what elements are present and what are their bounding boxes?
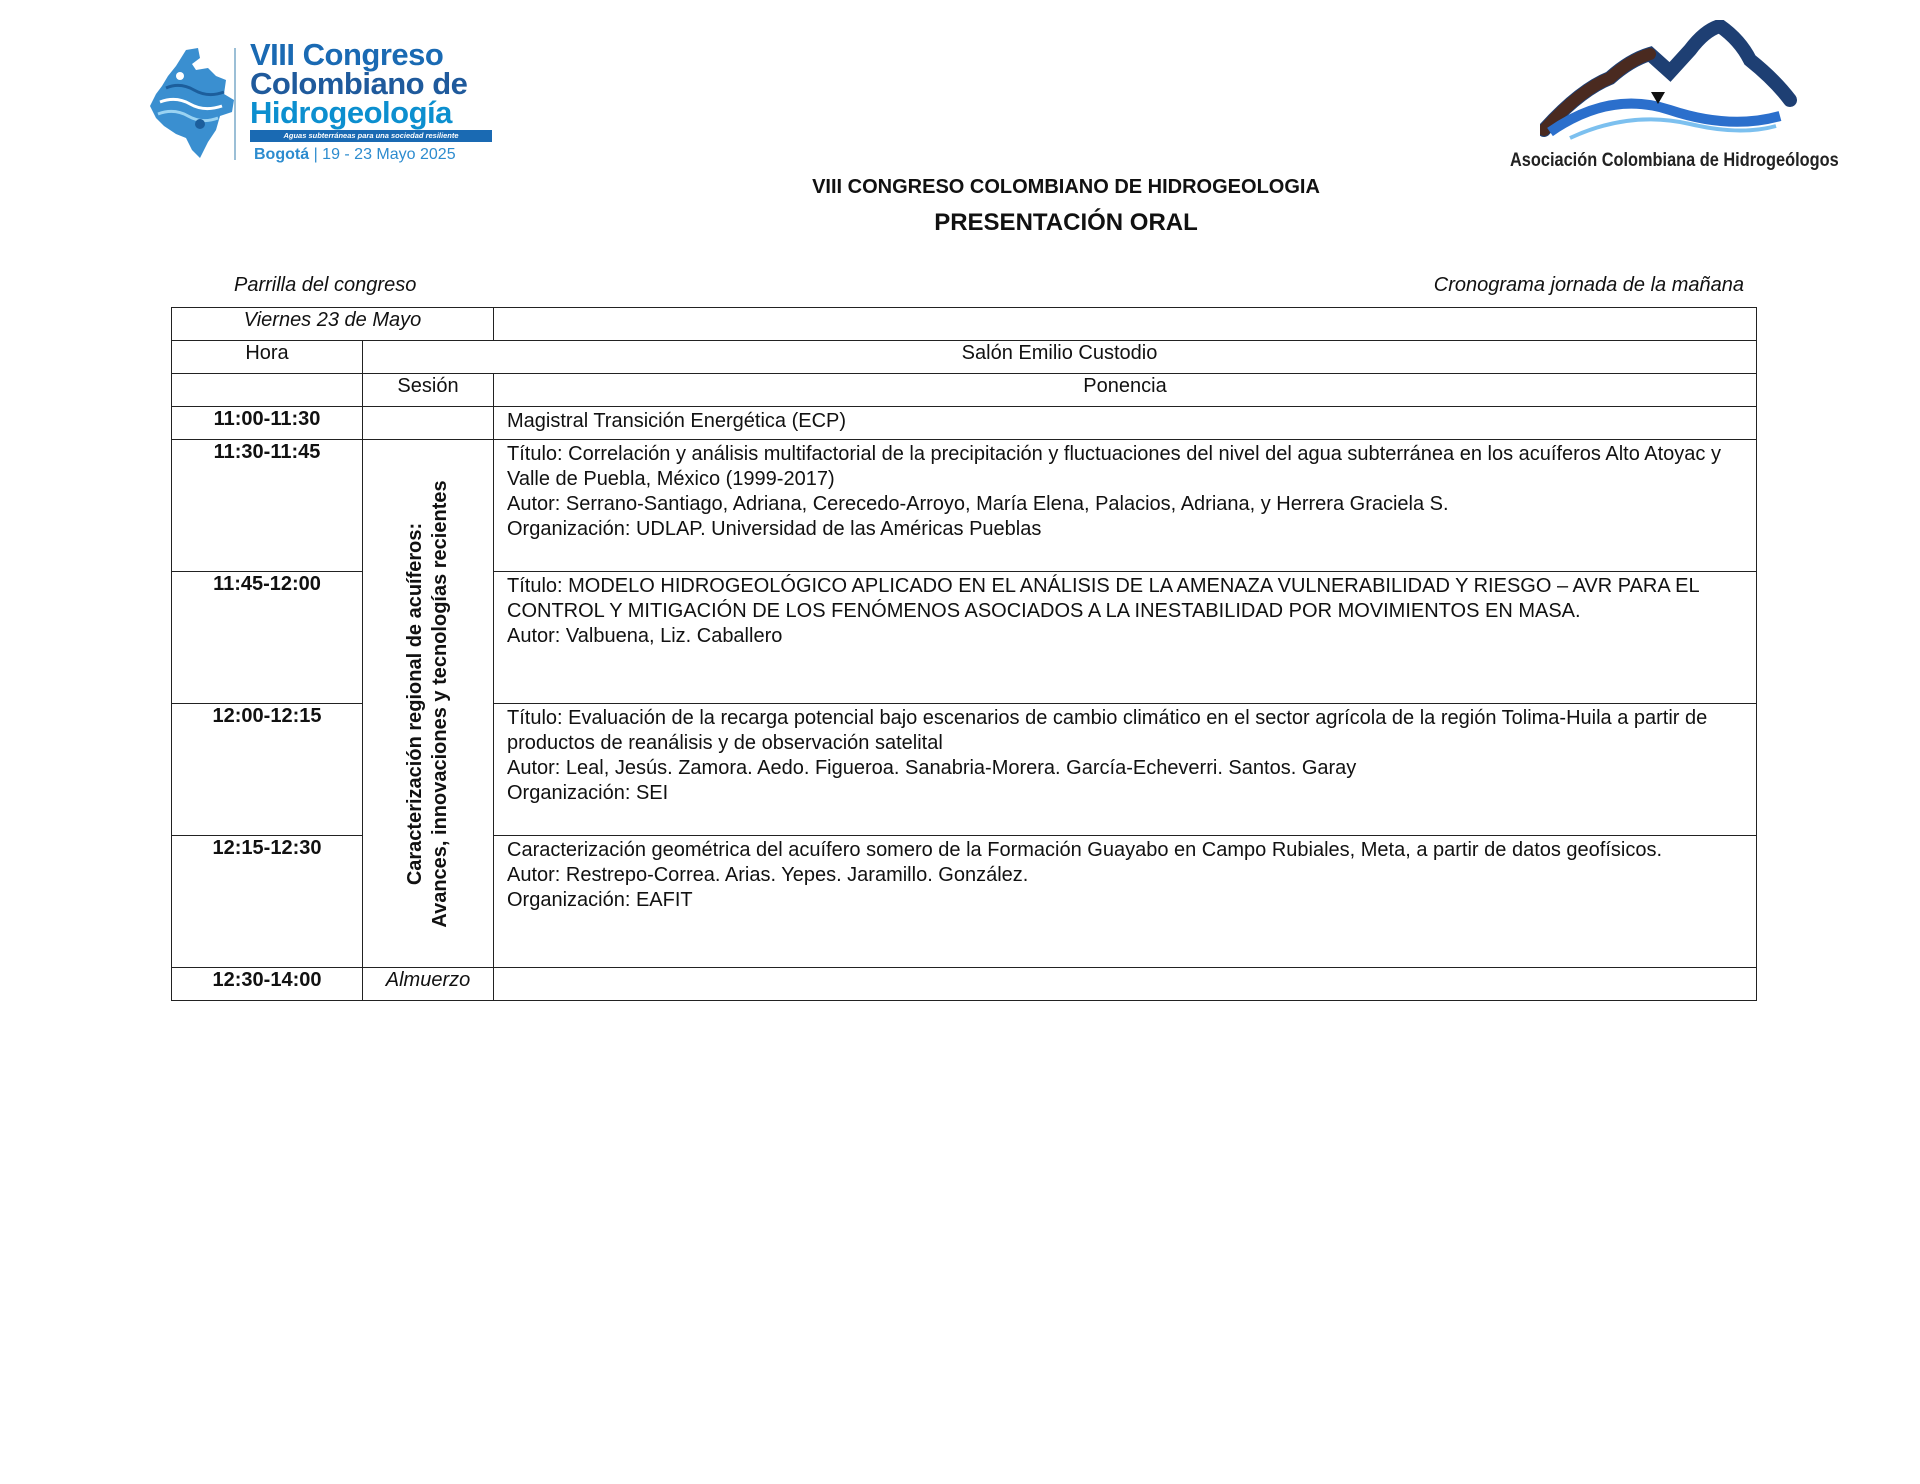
header-session: Sesión bbox=[363, 374, 494, 407]
time-cell: 12:15-12:30 bbox=[172, 836, 363, 968]
session-cell bbox=[363, 407, 494, 440]
day-cell: Viernes 23 de Mayo bbox=[172, 308, 494, 341]
talk-title: Título: MODELO HIDROGEOLÓGICO APLICADO EN EL ANÁLISIS DE LA AMENAZA VULNERABILIDAD Y RIESGO – AVR PARA EL CONTROL Y MITIGACIÓN DE LOS FENÓMENOS ASOCIADOS A LA INESTABILIDAD POR MOVIMIENTOS EN MASA. bbox=[507, 575, 1699, 622]
table-row bbox=[172, 968, 1757, 1001]
talk-cell bbox=[494, 440, 1757, 572]
logo-date-range: | 19 - 23 Mayo 2025 bbox=[313, 146, 456, 163]
header-time: Hora bbox=[172, 341, 363, 374]
logo-divider bbox=[234, 48, 236, 160]
congress-logo bbox=[146, 37, 506, 170]
talk-title: Magistral Transición Energética (ECP) bbox=[507, 410, 847, 432]
header-talk: Ponencia bbox=[494, 374, 1757, 407]
table-row bbox=[172, 440, 1757, 572]
talk-title: Título: Correlación y análisis multifactorial de la precipitación y fluctuaciones del nivel del agua subterránea en los acuíferos Alto Atoyac y Valle de Puebla, México (1999-2017) bbox=[507, 443, 1721, 490]
talk-authors: Autor: Leal, Jesús. Zamora. Aedo. Figueroa. Sanabria-Morera. García-Echeverri. Santos. Garay bbox=[507, 757, 1357, 779]
document-subtitle: PRESENTACIÓN ORAL bbox=[934, 209, 1198, 236]
logo-tagline: Aguas subterráneas para una sociedad resiliente bbox=[250, 130, 492, 142]
logo-line3: Hidrogeología bbox=[250, 95, 452, 130]
day-row bbox=[172, 308, 1757, 341]
logo-line2: Colombiano de bbox=[250, 66, 468, 101]
talk-title: Título: Evaluación de la recarga potencial bajo escenarios de cambio climático en el sector agrícola de la región Tolima-Huila a partir de productos de reanálisis y de observación satelital bbox=[507, 707, 1708, 754]
session-name-cell bbox=[363, 440, 494, 968]
talk-cell bbox=[494, 704, 1757, 836]
time-cell: 12:00-12:15 bbox=[172, 704, 363, 836]
talk-title: Caracterización geométrica del acuífero somero de la Formación Guayabo en Campo Rubiales, Meta, a partir de datos geofísicos. bbox=[507, 839, 1663, 861]
caption-program-grid: Parrilla del congreso bbox=[234, 274, 417, 296]
column-header-row bbox=[172, 374, 1757, 407]
caption-morning-schedule: Cronograma jornada de la mañana bbox=[1433, 274, 1744, 296]
document-title: VIII CONGRESO COLOMBIANO DE HIDROGEOLOGIA bbox=[812, 176, 1320, 198]
mountain-logo-icon bbox=[1540, 20, 1800, 145]
association-name: Asociación Colombiana de Hidrogeólogos bbox=[1510, 150, 1839, 171]
time-cell: 12:30-14:00 bbox=[172, 968, 363, 1001]
association-logo bbox=[1500, 20, 1840, 180]
table-row bbox=[172, 407, 1757, 440]
logo-line1: VIII Congreso bbox=[250, 37, 444, 72]
session-name-line1: Caracterización regional de acuíferos: bbox=[404, 522, 426, 885]
time-cell: 11:00-11:30 bbox=[172, 407, 363, 440]
room-row bbox=[172, 341, 1757, 374]
day-blank-cell bbox=[494, 308, 1757, 341]
talk-authors: Autor: Valbuena, Liz. Caballero bbox=[507, 625, 783, 647]
session-name-line2: Avances, innovaciones y tecnologías recientes bbox=[429, 479, 451, 928]
session-cell: Almuerzo bbox=[363, 968, 494, 1001]
room-name: Salón Emilio Custodio bbox=[363, 341, 1757, 374]
talk-organization: Organización: UDLAP. Universidad de las Américas Pueblas bbox=[507, 518, 1042, 540]
talk-organization: Organización: EAFIT bbox=[507, 889, 693, 911]
logo-city: Bogotá bbox=[254, 146, 310, 163]
time-cell: 11:45-12:00 bbox=[172, 572, 363, 704]
logo-dates bbox=[254, 146, 456, 164]
time-cell: 11:30-11:45 bbox=[172, 440, 363, 572]
talk-organization: Organización: SEI bbox=[507, 782, 669, 804]
colombia-map-icon bbox=[146, 46, 242, 162]
talk-cell bbox=[494, 407, 1757, 440]
congress-logo-title bbox=[250, 37, 510, 130]
schedule-table bbox=[171, 307, 1757, 1001]
talk-cell bbox=[494, 968, 1757, 1001]
talk-cell bbox=[494, 836, 1757, 968]
talk-authors: Autor: Serrano-Santiago, Adriana, Cerecedo-Arroyo, María Elena, Palacios, Adriana, y Herrera Graciela S. bbox=[507, 493, 1449, 515]
talk-cell bbox=[494, 572, 1757, 704]
header-blank-cell bbox=[172, 374, 363, 407]
session-name bbox=[403, 444, 453, 964]
talk-authors: Autor: Restrepo-Correa. Arias. Yepes. Jaramillo. González. bbox=[507, 864, 1029, 886]
